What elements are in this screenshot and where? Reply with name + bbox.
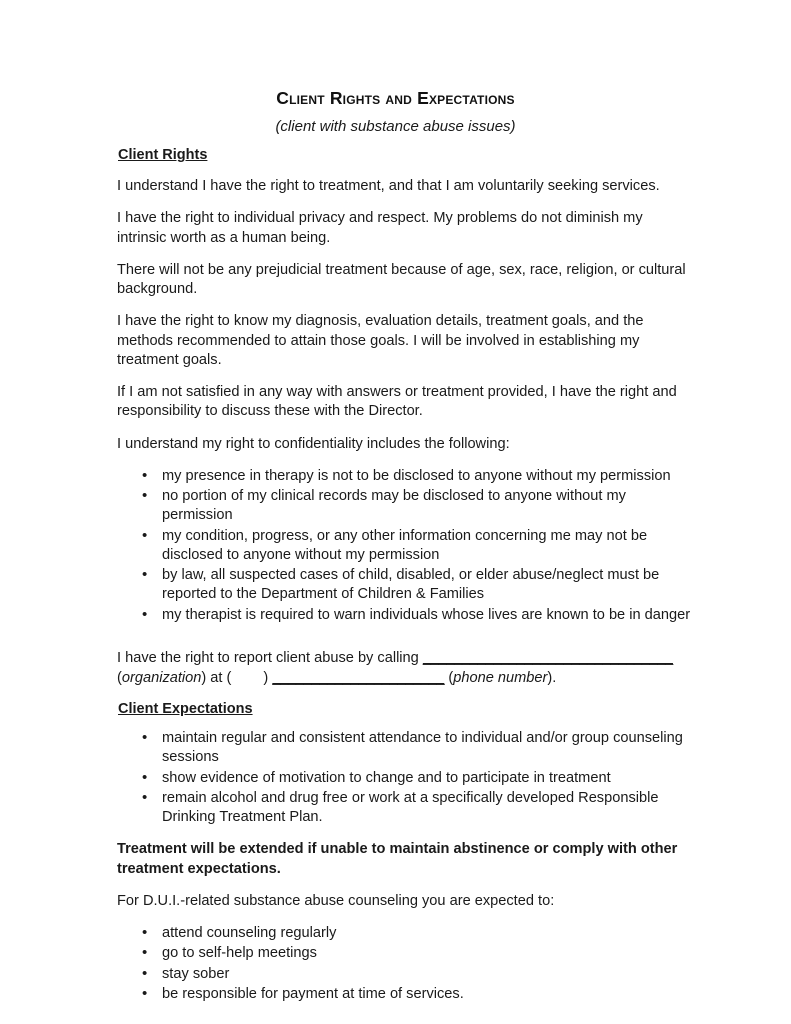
list-item: • be responsible for payment at time of services. <box>117 985 694 1004</box>
spacer <box>117 638 694 648</box>
list-item: • my therapist is required to warn individuals whose lives are known to be in danger <box>117 606 694 625</box>
section-heading-client-expectations: Client Expectations <box>118 701 253 717</box>
list-item: • show evidence of motivation to change and to participate in treatment <box>117 769 694 788</box>
paren-open-phone: ( <box>448 669 454 686</box>
list-item: • attend counseling regularly <box>117 924 694 943</box>
paragraph-right-to-know-diagnosis: I have the right to know my diagnosis, evaluation details, treatment goals, and the methods recommended to attain those goals. I will be involved in establishing my treatment goals. <box>117 313 644 368</box>
paragraph-treatment-extension-notice: Treatment will be extended if unable to maintain abstinence or comply with other treatment expectations. <box>117 841 678 877</box>
paragraph-no-prejudicial-treatment: There will not be any prejudicial treatment because of age, sex, race, religion, or cultural background. <box>117 261 686 297</box>
document-title: Client Rights and Expectations <box>276 88 515 108</box>
paragraph-dissatisfaction-director: If I am not satisfied in any way with answers or treatment provided, I have the right and responsibility to discuss these with the Director. <box>117 384 677 420</box>
paragraph-confidentiality-intro: I understand my right to confidentiality includes the following: <box>117 435 510 452</box>
organization-label: organization <box>121 669 202 686</box>
at-text: ) at ( <box>201 669 232 686</box>
paragraph-privacy-respect: I have the right to individual privacy and respect. My problems do not diminish my intrinsic worth as a human being. <box>117 210 643 246</box>
list-item: • go to self-help meetings <box>117 944 694 963</box>
phone-blank-field[interactable]: ______________________ <box>272 669 445 686</box>
report-abuse-lead-text: I have the right to report client abuse by calling <box>117 649 423 666</box>
paragraph-right-to-treatment: I understand I have the right to treatment, and that I am voluntarily seeking services. <box>117 178 660 194</box>
confidentiality-bullet-list <box>117 467 694 625</box>
list-item: • by law, all suspected cases of child, disabled, or elder abuse/neglect must be reported to the Department of Children & Families <box>117 566 694 605</box>
client-expectations-bullet-list <box>117 729 694 827</box>
document-subtitle: (client with substance abuse issues) <box>275 118 516 135</box>
paragraph-dui-intro: For D.U.I.-related substance abuse counseling you are expected to: <box>117 892 555 909</box>
phone-number-label: phone number <box>453 669 548 686</box>
paren-open: ( <box>117 669 122 686</box>
list-item: • no portion of my clinical records may be disclosed to anyone without my permission <box>117 487 694 526</box>
list-item: • remain alcohol and drug free or work at a specifically developed Responsible Drinking Treatment Plan. <box>117 789 694 828</box>
section-heading-client-rights: Client Rights <box>118 147 208 163</box>
list-item: • stay sober <box>117 965 694 984</box>
list-item: • maintain regular and consistent attendance to individual and/or group counseling sessions <box>117 729 694 768</box>
trailing-period: ). <box>547 669 557 686</box>
paragraph-report-client-abuse <box>117 648 694 688</box>
organization-blank-field[interactable]: ________________________________ <box>422 649 673 666</box>
list-item: • my presence in therapy is not to be disclosed to anyone without my permission <box>117 467 694 486</box>
dui-expectations-bullet-list <box>117 924 694 1004</box>
list-item: • my condition, progress, or any other information concerning me may not be disclosed to anyone without my permission <box>117 527 694 566</box>
paren-close: ) <box>263 669 269 686</box>
